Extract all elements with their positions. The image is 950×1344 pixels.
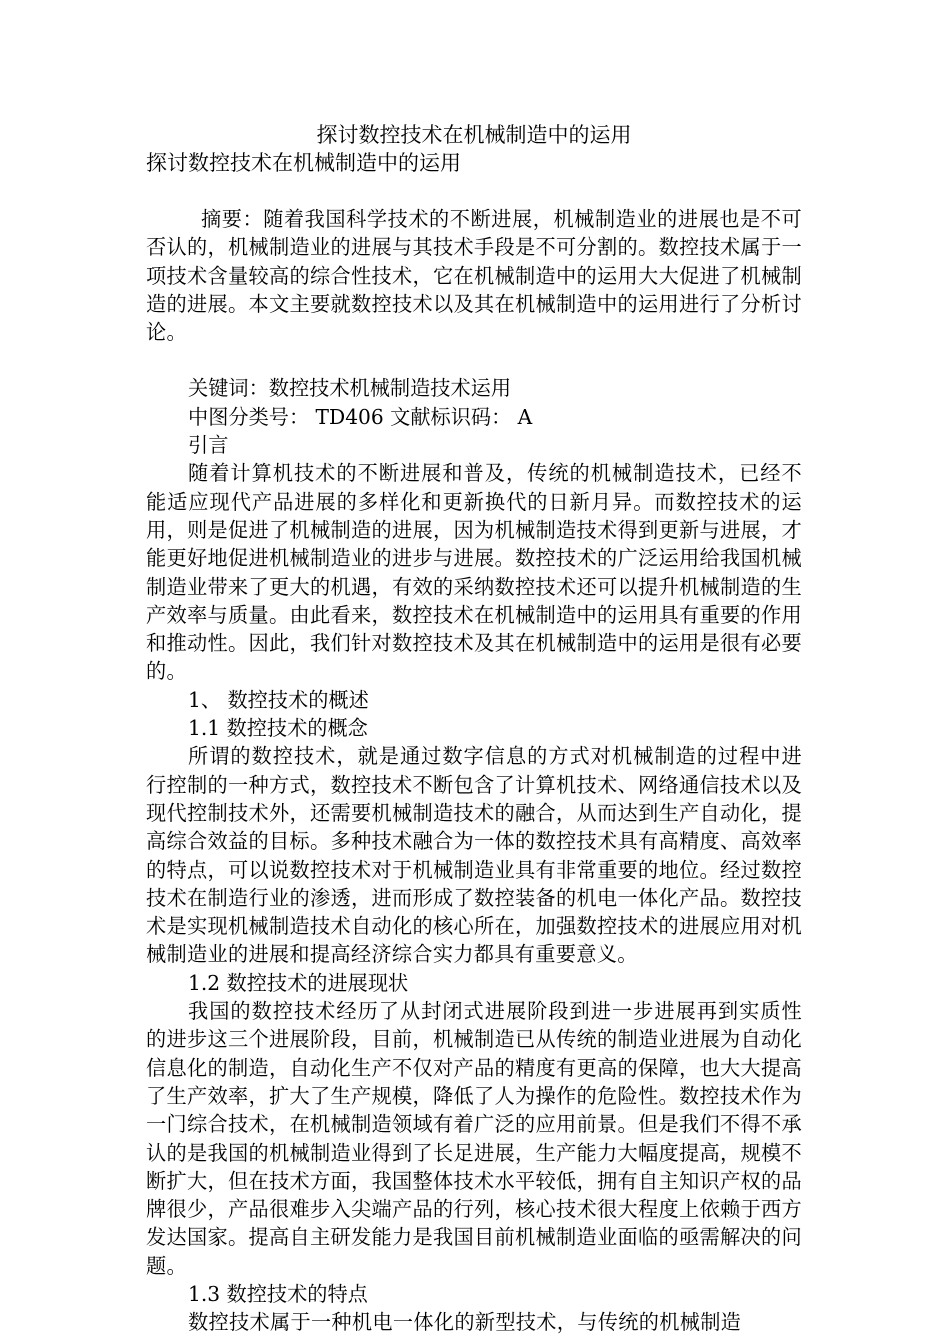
section-1-1-paragraph: 所谓的数控技术，就是通过数字信息的方式对机械制造的过程中进行控制的一种方式，数控技术不断包含了计算机技术、网络通信技术以及现代控制技术外，还需要机械制造技术的融合，从而达到生产自动化，提高综合效益的目标。多种技术融合为一体的数控技术具有高精度、高效率的特点，可以说数控技术对于机械制造业具有非常重要的地位。经过数控技术在制造行业的渗透，进而形成了数控装备的机电一体化产品。数控技术是实现机械制造技术自动化的核心所在，加强数控技术的进展应用对机械制造业的进展和提高经济综合实力都具有重要意义。 xyxy=(146,744,802,967)
classification-line: 中图分类号： TD406 文献标识码： A xyxy=(188,404,533,429)
section-1-1-heading: 1.1 数控技术的概念 xyxy=(188,716,368,741)
blank-line xyxy=(146,177,802,205)
abstract-paragraph: 摘要：随着我国科学技术的不断进展，机械制造业的进展也是不可否认的，机械制造业的进展与其技术手段是不可分割的。数控技术属于一项技术含量较高的综合性技术，它在机械制造中的运用大大促进了机械制造的进展。本文主要就数控技术以及其在机械制造中的运用进行了分析讨论。 xyxy=(146,207,802,345)
section-1-2-paragraph: 我国的数控技术经历了从封闭式进展阶段到进一步进展再到实质性的进步这三个进展阶段，目前，机械制造已从传统的制造业进展为自动化信息化的制造，自动化生产不仅对产品的精度有更高的保障，也大大提高了生产效率，扩大了生产规模，降低了人为操作的危险性。数控技术作为一门综合技术，在机械制造领域有着广泛的应用前景。但是我们不得不承认的是我国的机械制造业得到了长足进展，生产能力大幅度提高，规模不断扩大，但在技术方面，我国整体技术水平较低，拥有自主知识产权的品牌很少，产品很难步入尖端产品的行列，核心技术很大程度上依赖于西方发达国家。提高自主研发能力是我国目前机械制造业面临的亟需解决的问题。 xyxy=(146,999,802,1278)
document-title: 探讨数控技术在机械制造中的运用 xyxy=(316,123,632,147)
document-subtitle: 探讨数控技术在机械制造中的运用 xyxy=(146,151,461,175)
blank-line xyxy=(146,346,802,374)
section-1-3-heading: 1.3 数控技术的特点 xyxy=(188,1281,368,1306)
section-1-3-paragraph: 数控技术属于一种机电一体化的新型技术，与传统的机械制造 xyxy=(188,1310,742,1335)
keywords-line: 关键词：数控技术机械制造技术运用 xyxy=(188,376,512,401)
intro-paragraph: 随着计算机技术的不断进展和普及，传统的机械制造技术，已经不能适应现代产品进展的多样化和更新换代的日新月异。而数控技术的运用，则是促进了机械制造的进展，因为机械制造技术得到更新与进展，才能更好地促进机械制造业的进步与进展。数控技术的广泛运用给我国机械制造业带来了更大的机遇，有效的采纳数控技术还可以提升机械制造的生产效率与质量。由此看来，数控技术在机械制造中的运用具有重要的作用和推动性。因此，我们针对数控技术及其在机械制造中的运用是很有必要的。 xyxy=(146,461,802,684)
section-1-heading: 1、 数控技术的概述 xyxy=(188,687,369,712)
intro-heading: 引言 xyxy=(188,433,229,458)
section-1-2-heading: 1.2 数控技术的进展现状 xyxy=(188,970,409,995)
document-page xyxy=(146,121,802,1337)
